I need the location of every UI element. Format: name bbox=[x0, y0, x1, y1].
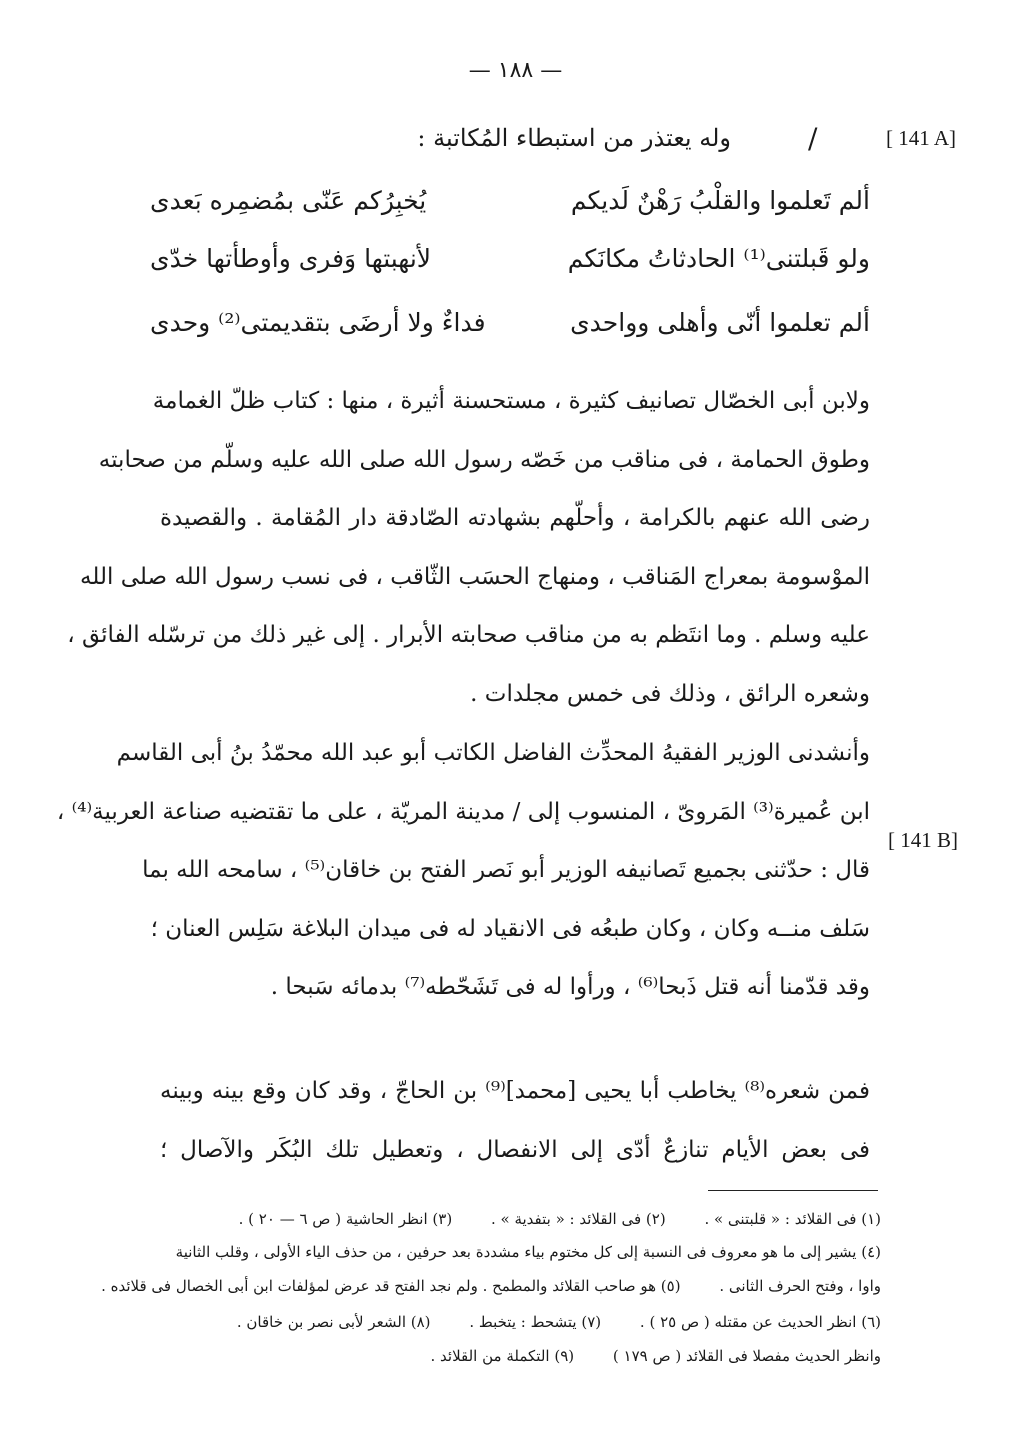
text-line: ولابن أبى الخصّال تصانيف كثيرة ، مستحسنة أثيرة ، منها : كتاب ظلّ الغمامة bbox=[152, 388, 870, 414]
page-number: — ١٨٨ — bbox=[468, 58, 563, 83]
paragraph-poem-intro bbox=[160, 1062, 870, 1179]
footnote-line bbox=[101, 1277, 881, 1295]
footnote: (٧) يتشحط : يتخبط . bbox=[469, 1313, 602, 1331]
text-line: قال : حدّثنى بجميع تَصانيفه الوزير أبو نَصر الفتح بن خاقان⁽⁵⁾ ، سامحه الله بما bbox=[142, 857, 870, 883]
text-line: سَلف منــه وكان ، وكان طبعُه فى الانقياد له فى ميدان البلاغة سَلِس العنان ؛ bbox=[150, 915, 870, 942]
footnote: (٣) انظر الحاشية ( ص ٦ — ٢٠ ) . bbox=[238, 1210, 453, 1228]
text-line: رضى الله عنهم بالكرامة ، وأحلّهم بشهادته الصّادقة دار المُقامة . والقصيدة bbox=[160, 505, 870, 531]
verse-hemistich-second: فداءٌ ولا أرضَى بتقديمتى⁽²⁾ وحدى bbox=[150, 308, 486, 337]
folio-slash: / bbox=[808, 122, 818, 155]
folio-ref-141a: [ 141 A] bbox=[886, 126, 956, 150]
text-line: ابن عُميرة⁽³⁾ المَروىّ ، المنسوب إلى / مدينة المريّة ، على ما تقتضيه صناعة العربية⁽⁴⁾ ، bbox=[56, 798, 870, 825]
text-line: وأنشدنى الوزير الفقيهُ المحدِّث الفاضل الكاتب أبو عبد الله محمّدُ بنُ أبى القاسم bbox=[116, 740, 870, 766]
footnote: (٦) انظر الحديث عن مقتله ( ص ٢٥ ) . bbox=[639, 1313, 881, 1331]
footnote-line bbox=[161, 1210, 881, 1228]
footnote: وانظر الحديث مفصلا فى القلائد ( ص ١٧٩ ) bbox=[612, 1347, 881, 1365]
folio-ref-141b: [ 141 B] bbox=[888, 828, 958, 852]
footnote: (٥) هو صاحب القلائد والمطمح . ولم نجد الفتح قد عرض لمؤلفات ابن أبى الخصال فى قلائده . bbox=[101, 1277, 681, 1295]
verse-hemistich-first: ألم تَعلموا والقلْبُ رَهْنٌ لَديكم bbox=[570, 186, 870, 215]
footnote: (٩) التكملة من القلائد . bbox=[430, 1347, 575, 1365]
text-line: وشعره الرائق ، وذلك فى خمس مجلدات . bbox=[470, 680, 870, 707]
verse-hemistich-second: لأنهبتها وَفرى وأوطأتها خدّى bbox=[150, 244, 432, 273]
text-line: وقد قدّمنا أنه قتل ذَبحا⁽⁶⁾ ، ورأوا له فى تَشَحّطه⁽⁷⁾ بدمائه سَبحا . bbox=[270, 974, 870, 1000]
text-line: عليه وسلم . وما انتَظم به من مناقب صحابته الأبرار . إلى غير ذلك من ترسّله الفائق ، bbox=[67, 622, 870, 648]
verse-hemistich-first: ولو قَبلتنى⁽¹⁾ الحادثاتُ مكانَكم bbox=[567, 244, 870, 273]
paragraph-works bbox=[67, 372, 870, 723]
verse-line bbox=[150, 244, 870, 292]
footnote: (١) فى القلائد : « قلبتنى » . bbox=[704, 1210, 881, 1228]
verse-hemistich-first: ألم تعلموا أنّى وأهلى وواحدى bbox=[570, 308, 870, 337]
footnote: (٨) الشعر لأبى نصر بن خاقان . bbox=[236, 1313, 431, 1331]
footnote-line bbox=[161, 1347, 881, 1365]
text-line: الموْسومة بمعراج المَناقب ، ومنهاج الحسَب الثّاقب ، فى نسب رسول الله صلى الله bbox=[80, 563, 870, 590]
text-line: فى بعض الأيام تنازعٌ أدّى إلى الانفصال ، وتعطيل تلك البُكَر والآصال ؛ bbox=[160, 1136, 870, 1163]
intro-line: وله يعتذر من استبطاء المُكاتبة : bbox=[417, 124, 731, 152]
footnote-line bbox=[161, 1313, 881, 1331]
text-line: وطوق الحمامة ، فى مناقب من خَصّه رسول الله صلى الله عليه وسلّم من صحابته bbox=[98, 446, 870, 473]
footnote: واوا ، وفتح الحرف الثانى . bbox=[719, 1277, 881, 1295]
verse-hemistich-second: يُخبِرُكم عَنّى بمُضمِره بَعدى bbox=[150, 186, 427, 215]
footnote: (٤) يشير إلى ما هو معروف فى النسبة إلى كل مختوم بياء مشددة بعد حرفين ، من حذف الياء الأولى ، وقلب الثانية bbox=[175, 1243, 881, 1261]
text-line: فمن شعره⁽⁸⁾ يخاطب أبا يحيى [محمد]⁽⁹⁾ بن الحاجّ ، وقد كان وقع بينه وبينه bbox=[160, 1078, 870, 1104]
verse-line bbox=[150, 186, 870, 234]
paragraph-ibn-umayra bbox=[56, 724, 870, 1017]
verse-line bbox=[150, 308, 870, 356]
footnote-rule bbox=[708, 1190, 878, 1191]
footnote: (٢) فى القلائد : « بتفدية » . bbox=[490, 1210, 666, 1228]
footnote-line bbox=[161, 1243, 881, 1261]
